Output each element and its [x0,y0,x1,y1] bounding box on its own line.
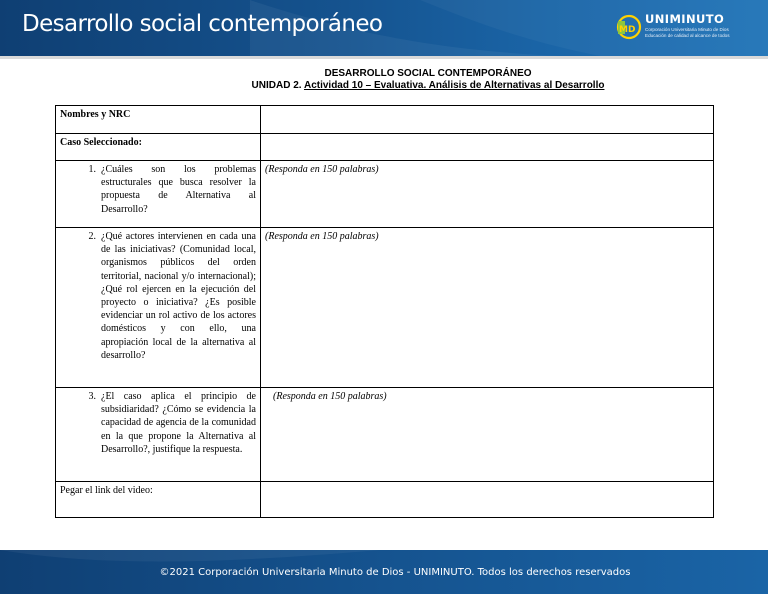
logo-name: UNIMINUTO [645,12,725,26]
input-case[interactable] [261,134,714,161]
footer-copyright: ©2021 Corporación Universitaria Minuto de Dios - UNIMINUTO. Todos los derechos reservados [159,567,631,578]
row-question-3 [56,388,714,482]
names-label-text: Nombres y NRC [60,109,131,120]
row-names [56,106,714,134]
input-video-link[interactable] [261,482,714,518]
activity-form-table [55,105,714,518]
document-subtitle [0,80,768,91]
uniminuto-emblem-icon [614,10,644,44]
answer-2-cell[interactable] [261,228,714,388]
row-case [56,134,714,161]
document-title: DESARROLLO SOCIAL CONTEMPORÁNEO [324,68,532,79]
case-label-text: Caso Seleccionado: [60,137,142,148]
logo-subtitle: Corporación Universitaria Minuto de Dios [645,27,729,32]
uniminuto-logo [614,10,750,44]
question-3-number: 3. [88,391,96,402]
label-video [56,482,261,518]
question-2-text: ¿Qué actores intervienen en cada una de las iniciativas? (Comunidad local, organismos públicos del orden territorial, nacional y/o internacional); ¿Qué rol ejercen en la ejecución del proyecto o iniciativa? ¿Es posible evidenciar un rol activo de los actores domésticos y con ello, una apropiación local de la alternativa al desarrollo? [101,231,256,361]
logo-tagline: Educación de calidad al alcance de todos [645,33,730,38]
row-video [56,482,714,518]
header-title: Desarrollo social contemporáneo [22,11,383,37]
header-divider [0,56,768,59]
unit-label: UNIDAD 2. [251,80,302,91]
question-3-cell [56,388,261,482]
question-1-number: 1. [88,164,96,175]
input-names[interactable] [261,106,714,134]
activity-label: Actividad 10 – Evaluativa. Análisis de Alternativas al Desarrollo [303,80,605,91]
question-3-text: ¿El caso aplica el principio de subsidiaridad? ¿Cómo se evidencia la capacidad de agencia de la comunidad en la que propone la Alternativa al Desarrollo?, justifique la respuesta. [101,391,256,455]
question-2-cell [56,228,261,388]
question-1-cell [56,161,261,228]
answer-3-cell[interactable] [261,388,714,482]
answer-3-hint: (Responda en 150 palabras) [273,391,387,402]
video-label-text: Pegar el link del video: [60,485,153,496]
header-banner [0,0,768,56]
row-question-1 [56,161,714,228]
label-names [56,106,261,134]
footer-banner [0,550,768,594]
row-question-2 [56,228,714,388]
answer-1-cell[interactable] [261,161,714,228]
label-case [56,134,261,161]
answer-1-hint: (Responda en 150 palabras) [265,164,379,175]
question-1-text: ¿Cuáles son los problemas estructurales que busca resolver la propuesta de Alternativa al Desarrollo? [101,164,256,215]
svg-text:MD: MD [619,25,636,35]
answer-2-hint: (Responda en 150 palabras) [265,231,379,242]
question-2-number: 2. [88,231,96,242]
